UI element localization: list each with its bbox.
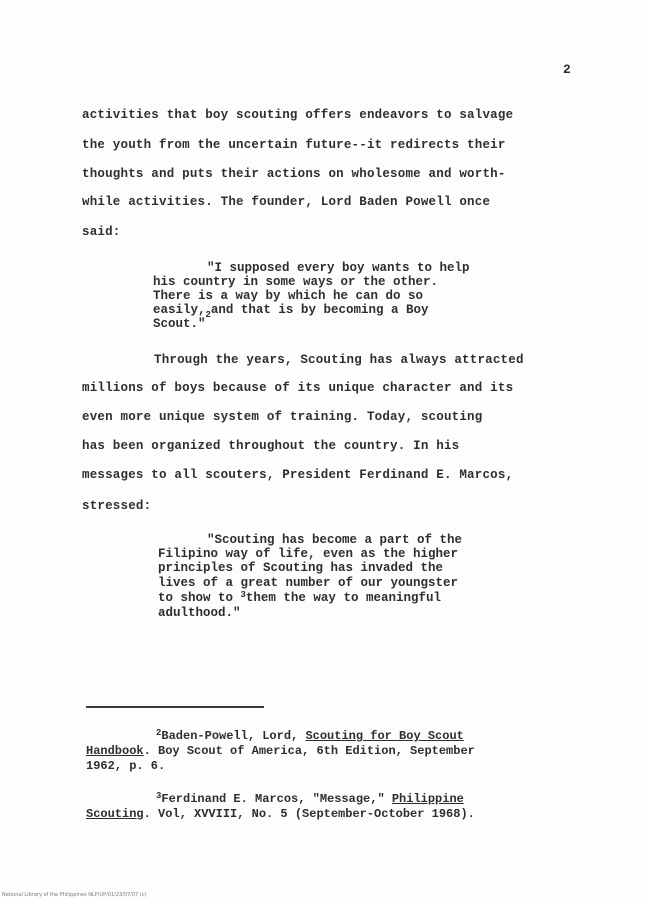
quote1-text: easily,: [153, 303, 206, 317]
footnote-2-text: . Boy Scout of America, 6th Edition, September: [143, 744, 475, 758]
paragraph1-line: the youth from the uncertain future--it redirects their: [82, 138, 506, 152]
quote1-line: Scout.": [153, 317, 206, 331]
footnote-2-line: 1962, p. 6.: [86, 759, 166, 773]
paragraph2-line: stressed:: [82, 499, 152, 513]
footnote-3-number: 3: [156, 791, 162, 801]
quote2-line: principles of Scouting has invaded the: [158, 561, 444, 575]
footnote-3-line: [86, 808, 475, 820]
quote2-line: adulthood.": [158, 606, 241, 620]
paragraph2-line: Through the years, Scouting has always attracted: [154, 353, 524, 367]
footnote-2-title: Handbook: [86, 744, 144, 758]
page-number: 2: [563, 62, 571, 77]
footnote-2-text: Baden-Powell, Lord,: [161, 729, 306, 743]
quote2-text: them the way to meaningful: [245, 591, 441, 605]
paragraph1-line: while activities. The founder, Lord Baden Powell once: [82, 195, 491, 209]
quote1-line: [153, 303, 429, 320]
footnote-3-title: Philippine: [391, 792, 464, 806]
quote2-text: to show to: [158, 591, 241, 605]
paragraph2-line: messages to all scouters, President Ferdinand E. Marcos,: [82, 468, 514, 482]
paragraph1-line: thoughts and puts their actions on wholesome and worth-: [82, 167, 506, 181]
quote1-line: "I supposed every boy wants to help: [207, 261, 470, 275]
footnote-2-line: [156, 730, 464, 742]
footnote-2-line: [86, 745, 475, 757]
footnote-2-title: Scouting for Boy Scout: [305, 729, 464, 743]
quote2-line: Filipino way of life, even as the higher: [158, 547, 459, 561]
footnote-3-line: [156, 793, 464, 805]
archive-tag: National Library of the Philippines NLP/UP/01/23/07/07 (c): [2, 892, 147, 898]
footnote-2-number: 2: [156, 728, 162, 738]
footnote-separator: [86, 706, 264, 708]
footnote-ref-3: 3: [240, 590, 246, 600]
paragraph1-line: activities that boy scouting offers endeavors to salvage: [82, 108, 514, 122]
quote2-line: "Scouting has become a part of the: [207, 533, 463, 547]
paragraph2-line: millions of boys because of its unique character and its: [82, 381, 514, 395]
paragraph2-line: has been organized throughout the country. In his: [82, 439, 460, 453]
quote1-line: his country in some ways or the other.: [153, 275, 439, 289]
quote1-text: and that is by becoming a Boy: [210, 303, 429, 317]
quote2-line: [158, 592, 441, 605]
footnote-3-text: . Vol, XVVIII, No. 5 (September-October 1968).: [143, 807, 475, 821]
quote2-line: lives of a great number of our youngster: [158, 576, 459, 590]
footnote-ref-2: 2: [205, 310, 211, 320]
footnote-3-text: Ferdinand E. Marcos, "Message,": [161, 792, 392, 806]
paragraph1-line: said:: [82, 225, 121, 239]
footnote-3-title: Scouting: [86, 807, 144, 821]
quote1-line: There is a way by which he can do so: [153, 289, 424, 303]
paragraph2-line: even more unique system of training. Today, scouting: [82, 410, 483, 424]
